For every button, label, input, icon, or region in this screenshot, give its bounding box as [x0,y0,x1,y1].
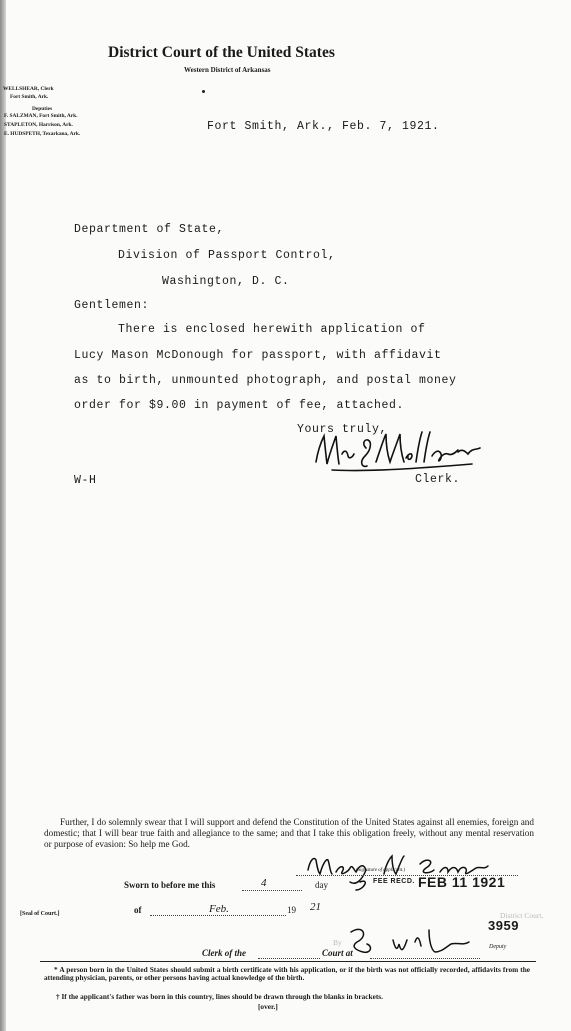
salutation: Gentlemen: [74,299,150,312]
body-line-4: order for $9.00 in payment of fee, attached. [74,399,405,412]
sworn-month: Feb. [209,903,229,915]
court-at-label: Court at [322,948,353,958]
place-date: Fort Smith, Ark., Feb. 7, 1921. [207,120,440,133]
recipient-line-1: Department of State, [74,223,225,236]
clerk-name: WELLSHEAR, Clerk [3,86,54,92]
closing: Yours truly, [297,423,388,436]
deputy-label: Deputy [489,944,507,950]
ink-dot [202,90,205,93]
deputy-line-1: F. SALZMAN, Fort Smith, Ark. [4,113,78,119]
application-number: 3959 [488,918,519,933]
footnote-rule [40,961,536,962]
over-note: [over.] [258,1002,278,1011]
of-label: of [134,905,142,915]
day-blank [242,890,302,891]
recipient-line-2: Division of Passport Control, [118,249,336,262]
clerk-of-the-label: Clerk of the [202,948,246,958]
faint-by: By [333,938,342,947]
clerk-court-blank [258,958,320,959]
page-binding-edge [0,0,6,1031]
oath-paragraph: Further, I do solemnly swear that I will support and defend the Constitution of the United States against all enemies, foreign and domestic; that I will bear true faith and allegiance to the same; and that I take this obligation freely, without any mental reservation or purpose of evasion: So help me God. [44,817,534,849]
clerk-city: Fort Smith, Ark. [10,94,49,100]
body-line-3: as to birth, unmounted photograph, and postal money [74,374,457,387]
signature-caption: (Signature of applicant.) [356,868,406,873]
body-line-2: Lucy Mason McDonough for passport, with affidavit [74,349,442,362]
recipient-line-3: Washington, D. C. [162,275,290,288]
year-suffix: 21 [310,901,321,913]
district-name: Western District of Arkansas [184,66,271,74]
year-prefix: 19 [287,905,296,915]
birth-footnote: * A person born in the United States should submit a birth certificate with his application, or if the birth was not officially recorded, affidavits from the attending physician, parents, or other persons having actual knowledge of the birth. [44,965,530,982]
deputies-heading: Deputies [32,106,53,112]
sworn-day: 4 [261,877,267,889]
father-footnote: † If the applicant's father was born in this country, lines should be drawn through the blanks in brackets. [56,992,383,1001]
month-blank [150,915,286,916]
body-line-1: There is enclosed herewith application of [118,323,426,336]
clerk-signature [312,428,484,476]
deputy-line-3: E. HUDSPETH, Texarkana, Ark. [4,131,81,137]
sworn-label: Sworn to before me this [124,880,216,890]
typist-initials: W-H [74,474,97,487]
clerk-title: Clerk. [415,473,461,486]
deputy-signature [345,922,475,962]
faint-court-stamp: District Court, [500,911,544,920]
received-date-stamp: FEB 11 1921 [418,874,506,890]
court-title: District Court of the United States [108,44,335,61]
seal-label: [Seal of Court.] [20,911,60,917]
day-label: day [315,880,328,890]
fee-received-stamp: FEE RECD. [373,878,415,885]
deputy-line-2: STAPLETON, Harrison, Ark. [4,122,73,128]
